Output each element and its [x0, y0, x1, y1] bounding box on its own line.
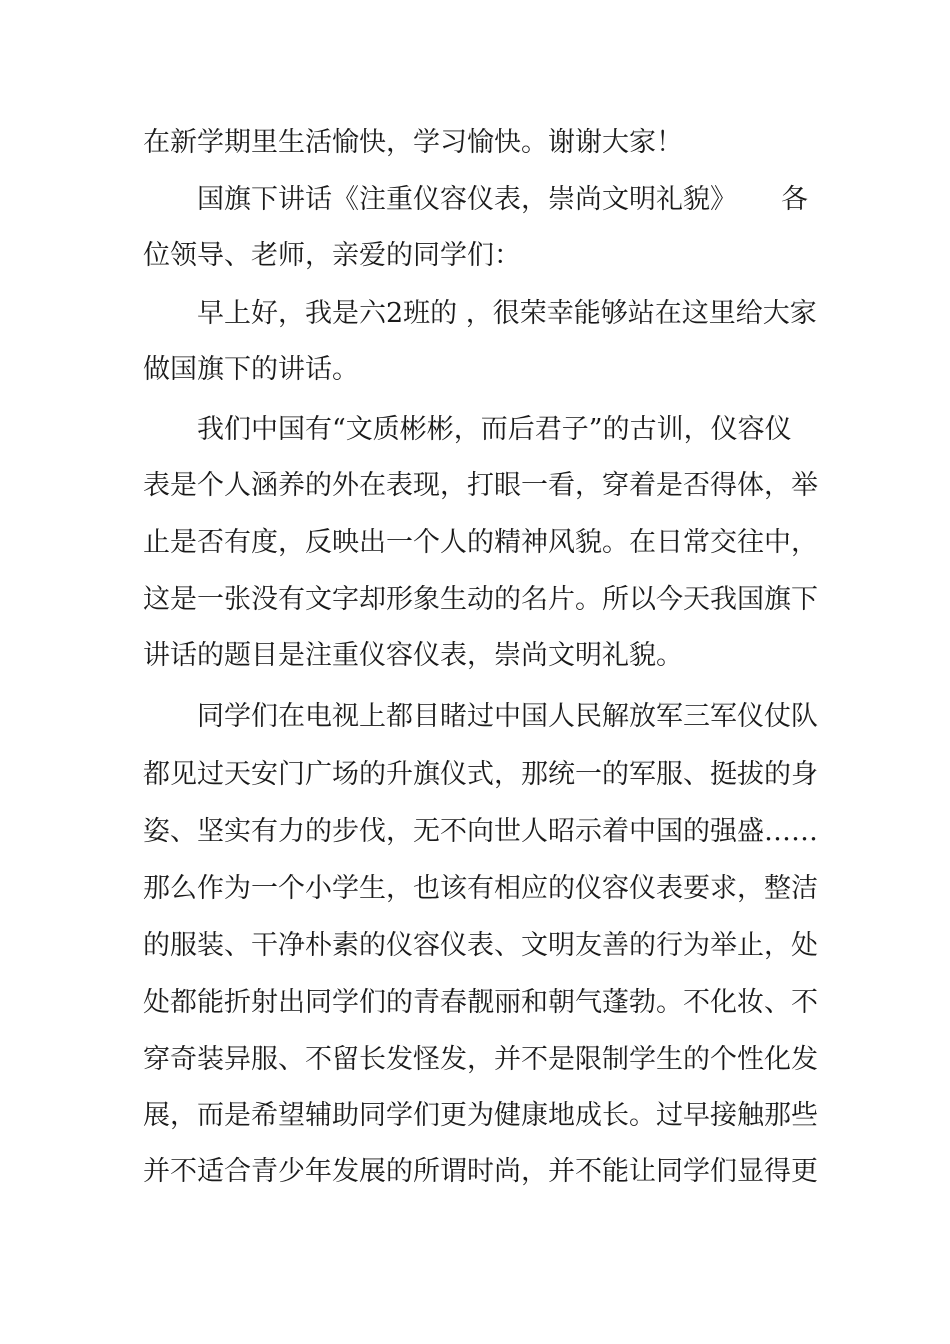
text-line	[0, 294, 950, 334]
text-line	[0, 466, 950, 506]
text-line	[0, 812, 950, 852]
text-line	[0, 755, 950, 795]
paragraph-text: 这是一张没有文字却形象生动的名片。所以今天我国旗下	[143, 584, 818, 615]
paragraph-text: 表是个人涵养的外在表现，打眼一看，穿着是否得体，举	[143, 470, 818, 501]
paragraph-text: 各	[781, 184, 808, 215]
text-line	[0, 580, 950, 620]
paragraph-text: 姿、坚实有力的步伐，无不向世人昭示着中国的强盛……	[143, 816, 818, 847]
text-line	[0, 236, 950, 276]
text-line	[0, 410, 950, 450]
text-line	[0, 350, 950, 390]
paragraph-text: 在新学期里生活愉快，学习愉快。谢谢大家！	[143, 127, 683, 158]
text-line	[0, 1152, 950, 1192]
paragraph-text: 同学们在电视上都目睹过中国人民解放军三军仪仗队	[197, 701, 818, 732]
paragraph-text: 的服装、干净朴素的仪容仪表、文明友善的行为举止，处	[143, 930, 818, 961]
speech-title: 国旗下讲话《注重仪容仪表，崇尚文明礼貌》	[197, 184, 737, 215]
text-line	[0, 869, 950, 909]
paragraph-text: 我们中国有“文质彬彬，而后君子”的古训，仪容仪	[197, 414, 792, 445]
text-line	[0, 1096, 950, 1136]
text-line	[0, 983, 950, 1023]
text-line	[0, 123, 950, 163]
text-line	[0, 697, 950, 737]
paragraph-text: 止是否有度，反映出一个人的精神风貌。在日常交往中，	[143, 527, 818, 558]
text-line	[0, 1040, 950, 1080]
text-line	[0, 926, 950, 966]
paragraph-text: 讲话的题目是注重仪容仪表，崇尚文明礼貌。	[143, 640, 683, 671]
paragraph-text: 穿奇装异服、不留长发怪发，并不是限制学生的个性化发	[143, 1044, 818, 1075]
text-line	[0, 180, 950, 220]
paragraph-text: 都见过天安门广场的升旗仪式，那统一的军服、挺拔的身	[143, 759, 818, 790]
paragraph-text: 并不适合青少年发展的所谓时尚，并不能让同学们显得更	[143, 1156, 818, 1187]
paragraph-text: 做国旗下的讲话。	[143, 354, 359, 385]
text-line	[0, 636, 950, 676]
paragraph-text: 展，而是希望辅助同学们更为健康地成长。过早接触那些	[143, 1100, 818, 1131]
text-line	[0, 523, 950, 563]
paragraph-text: 早上好，我是六2班的 ，很荣幸能够站在这里给大家	[197, 298, 817, 329]
paragraph-text: 处都能折射出同学们的青春靓丽和朝气蓬勃。不化妆、不	[143, 987, 818, 1018]
paragraph-text: 位领导、老师，亲爱的同学们：	[143, 240, 521, 271]
paragraph-text: 那么作为一个小学生，也该有相应的仪容仪表要求，整洁	[143, 873, 818, 904]
